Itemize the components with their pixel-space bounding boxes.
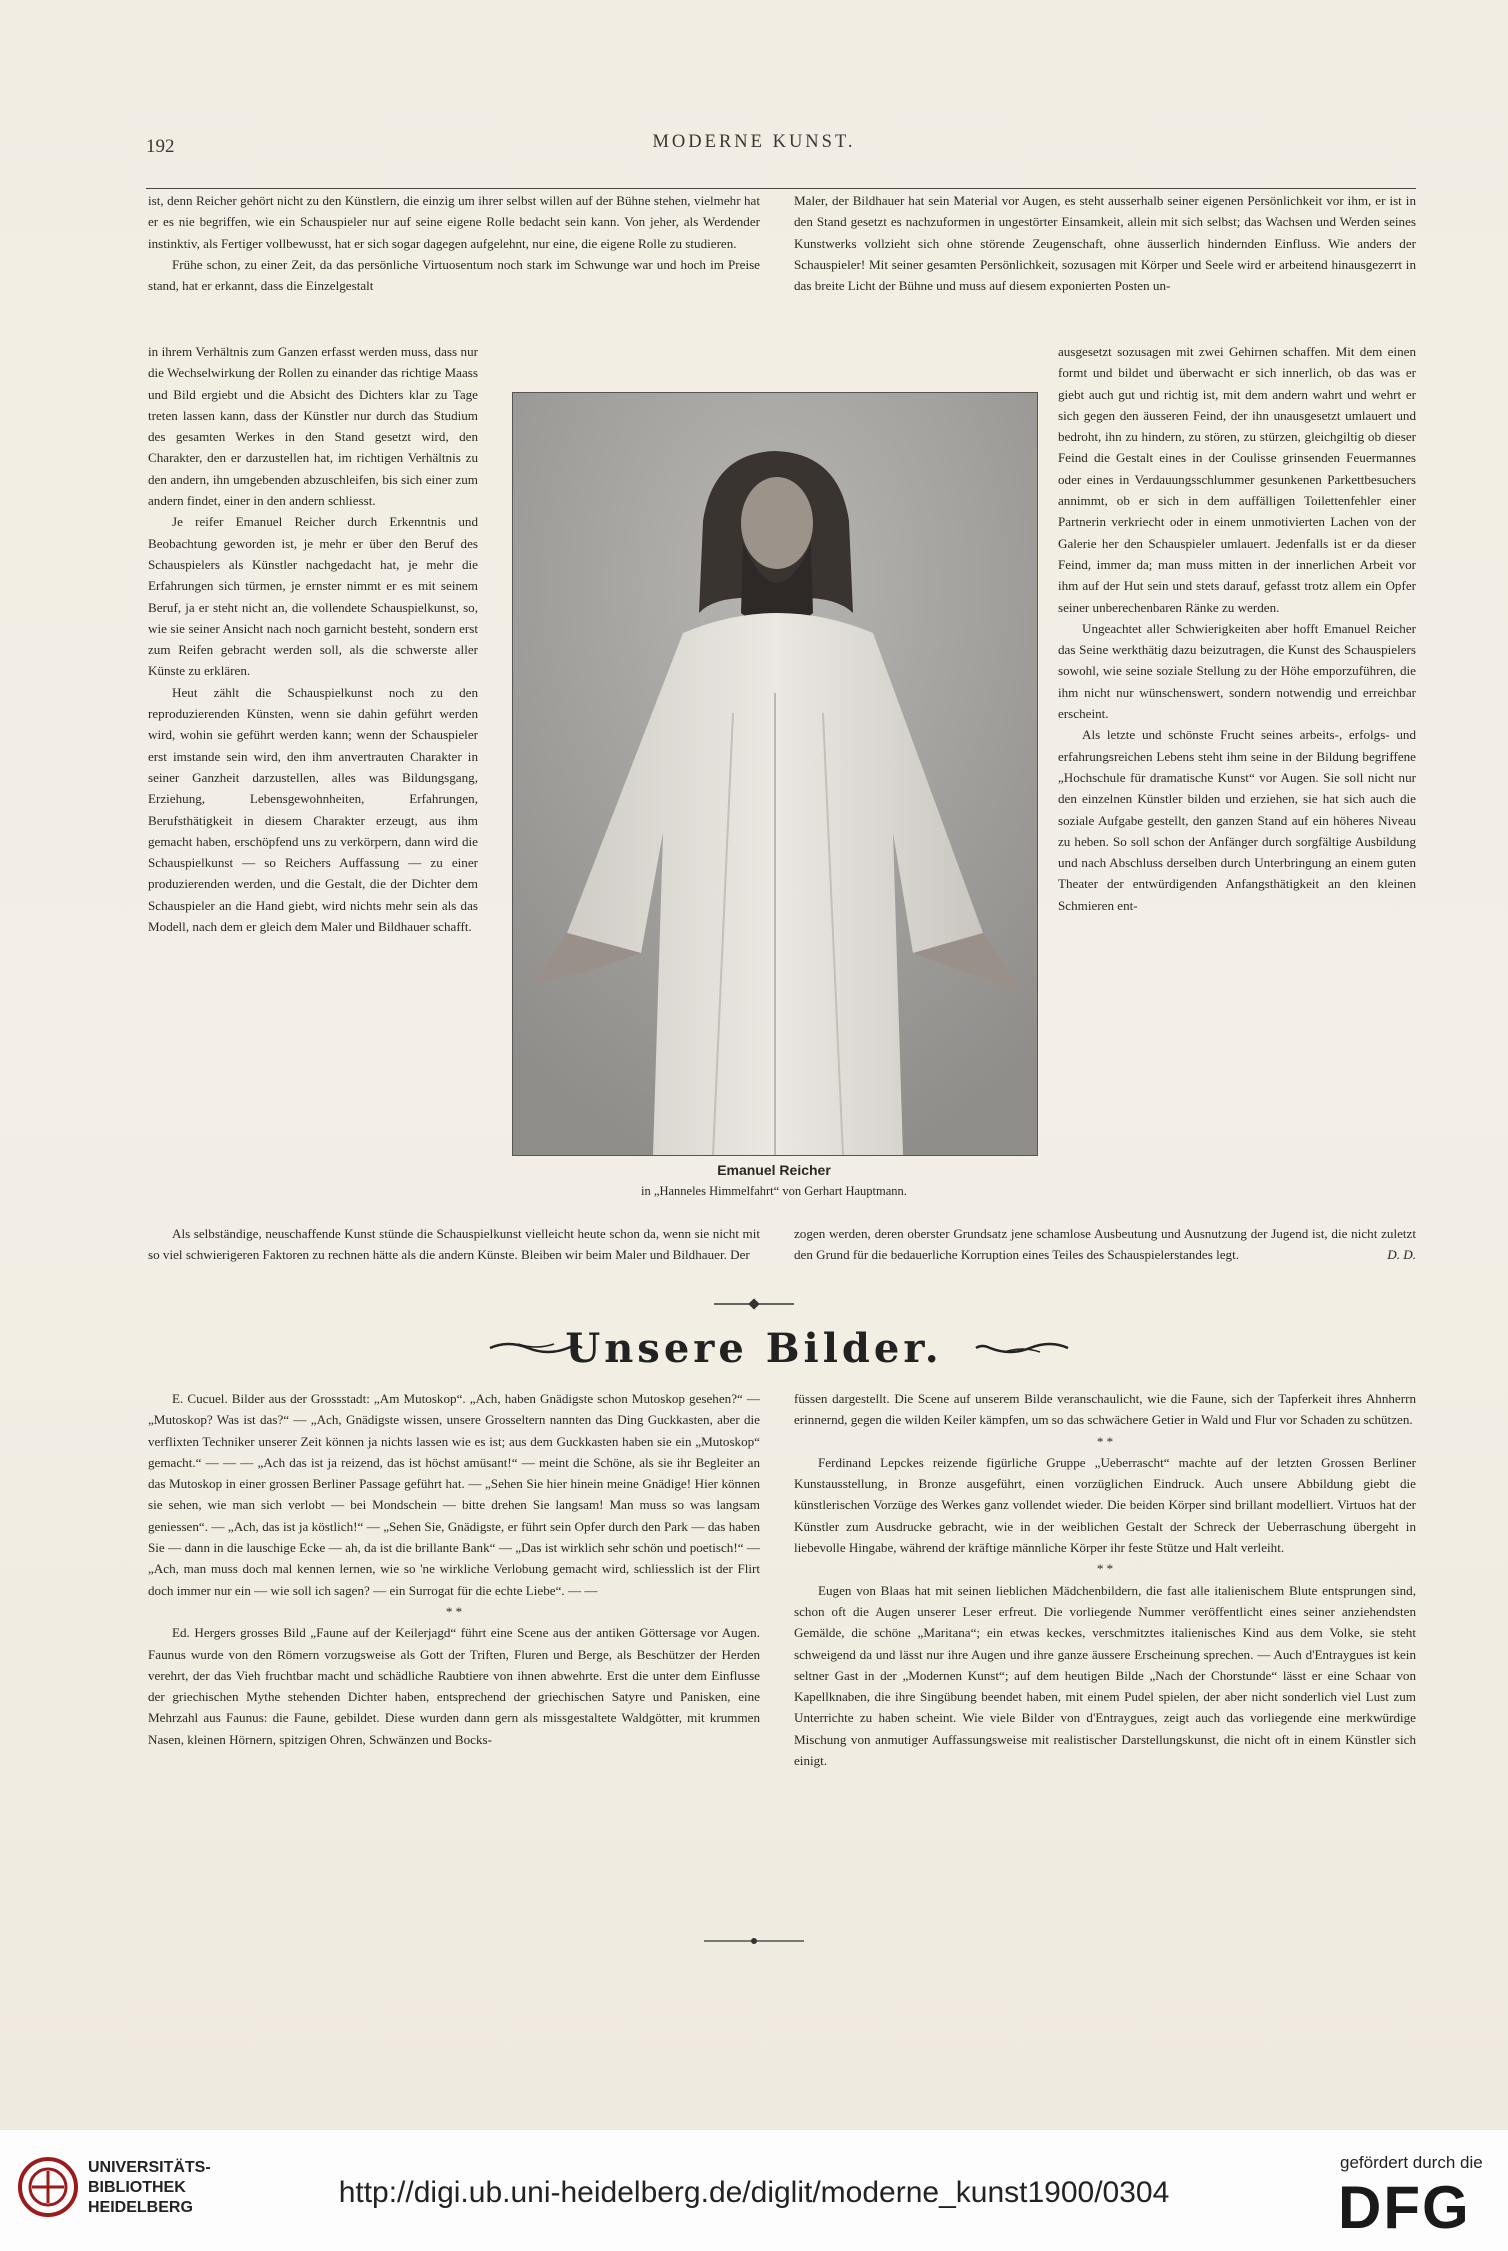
university-line: BIBLIOTHEK (88, 2179, 186, 2196)
closing-ornament (704, 1935, 804, 1947)
column-bottom-left (148, 1223, 760, 1266)
paragraph: Ferdinand Lepckes reizende figürliche Gruppe „Ueberrascht“ machte auf der letzten Grossen Berliner Kunstausstellung, in Bronze ausgeführt, einen vorzüglichen Eindruck. Auch unsere Abbildung giebt die künstlerischen Vorzüge des Werkes ganz vollendet wieder. Die beiden Körper sind brillant modelliert. Virtuos hat der Künstler zum Ausdrucke gebracht, wie in der weiblichen Gestalt der Schreck der Ueberraschung übergeht in liebevolle Hingabe, während der kräftige männliche Körper ihr feste Stütze und Halt verleiht. (794, 1454, 1416, 1556)
journal-title: MODERNE KUNST. (652, 132, 856, 152)
paragraph: Eugen von Blaas hat mit seinen lieblichen Mädchenbildern, die fast alle italienischem Blute entsprungen sind, schon oft die Augen unserer Leser erfreut. Die vorliegende Nummer veröffentlicht eines seiner anziehendsten Gemälde, die schöne „Maritana“; ein etwas keckes, verschmitztes italienisches Kind aus dem Volke, sie steht schweigend da und lässt nur ihre Augen und ihre ganze äussere Erscheinung sprechen. — Auch d'Entraygues ist kein seltner Gast in der „Modernen Kunst“; auf dem heutigen Bilde „Nach der Chorstunde“ lässt er eine Schaar von Kapellknaben, die ihre Singübung beendet haben, mit einem Pudel spielen, der aber nicht sonderlich viel Lust zum Unterrichte zu haben scheint. Wie viele Bilder von d'Entraygues, zeigt auch das vorliegende eine merkwürdige Mischung von anmutiger Auffassungsweise mit realistischer Darstellungskunst, die nicht oft in einem Künstler sich einigt. (794, 1582, 1416, 1769)
photo-caption-subtitle: in „Hanneles Himmelfahrt“ von Gerhart Hauptmann. (641, 1184, 907, 1198)
section-separator: * * (1096, 1433, 1114, 1449)
paragraph: Heut zählt die Schauspielkunst noch zu den reproduzierenden Künsten, wenn sie dahin geführt werden wird, wohin sie geführt werden kann; wenn der Schauspieler erst imstande sein wird, den ihm anvertrauten Charakter in seiner Ganzheit darzustellen, alles was Bildungsgang, Erziehung, Lebensgewohnheiten, Erfahrungen, Berufsthätigkeit in diesem Charakter erzeugt, aus ihm gemacht haben, erschöpfend uns zu verkörpern, dann wird die Schauspielkunst — so Reichers Auffassung — zu einer produzierenden werden, und die Gestalt, die der Dichter dem Schauspieler an die Hand giebt, wird nichts mehr sein als das Modell, nach dem er gleich dem Maler und Bildhauer schafft. (148, 684, 478, 935)
paragraph: Maler, der Bildhauer hat sein Material vor Augen, es steht ausserhalb seiner eigenen Persönlichkeit vor ihm, er ist in den Stand gesetzt es nachzuformen in ungestörter Einsamkeit, allein mit sich selbst; das Wachsen und Werden seines Kunstwerks vollzieht sich ohne störende Zeugenschaft, ohne äusserlich hindernden Einfluss. Wie anders der Schauspieler! Mit seiner gesamten Persönlichkeit, sozusagen mit Körper und Seele wird er arbeitend hinausgezerrt in das breite Licht der Bühne und muss auf diesem exponierten Posten un- (794, 193, 1416, 294)
paragraph (794, 1223, 1416, 1266)
author-signature: D. D. (1387, 1247, 1416, 1263)
section-separator: * * (445, 1603, 463, 1619)
paragraph: Als selbständige, neuschaffende Kunst stünde die Schauspielkunst vielleicht heute schon da, wenn sie nicht mit so viel schwierigeren Faktoren zu rechnen hätte als die andern Künste. Bleiben wir beim Maler und Bildhauer. Der (148, 1226, 760, 1263)
paragraph: Frühe schon, zu einer Zeit, da das persönliche Virtuosentum noch stark im Schwunge war und hoch im Preise stand, hat er erkannt, dass die Einzelgestalt (148, 256, 760, 294)
divider-ornament (714, 1298, 794, 1310)
bilder-column-right (794, 1388, 1416, 1771)
photo-caption-title: Emanuel Reicher (717, 1162, 831, 1178)
paragraph: Ungeachtet aller Schwierigkeiten aber hofft Emanuel Reicher das Seine werkthätig dazu beizutragen, die Kunst des Schauspielers sowohl, wie seine soziale Stellung zu der Höhe emporzuführen, die ihm nicht nur wünschenswert, sondern notwendig und erreichbar erscheint. (1058, 620, 1416, 722)
dfg-logo: DFG (1338, 2174, 1471, 2241)
photo-emanuel-reicher (512, 392, 1038, 1156)
paragraph: Als letzte und schönste Frucht seines arbeits-, erfolgs- und erfahrungsreichen Lebens steht ihm seine in der Bildung begriffene „Hochschule für dramatische Kunst“ vor Augen. Sie soll nicht nur den einzelnen Künstler bilden und erziehen, sie hat sich auch die soziale Aufgabe gestellt, den ganzen Stand auf ein höheres Niveau zu heben. So soll schon der Anfänger durch sorgfältige Ausbildung und nach Abschluss derselben durch Unterbringung an einem guten Theater der entwürdigenden Anfangsthätigkeit an den kleinen Schmieren ent- (1058, 727, 1416, 913)
paragraph: ist, denn Reicher gehört nicht zu den Künstlern, die einzig um ihrer selbst willen auf der Bühne stehen, vielmehr hat er es nie begriffen, wie ein Schauspieler nur auf seine eigene Rolle bedacht sein kann. Von jeher, als Werdender instinktiv, als Fertiger vollbewusst, hat er sich sogar dagegen aufgelehnt, nur eine, die eigene Rolle zu studieren. (148, 193, 760, 251)
university-line: UNIVERSITÄTS- (88, 2159, 211, 2176)
source-url-link[interactable]: http://digi.ub.uni-heidelberg.de/diglit/moderne_kunst1900/0304 (338, 2176, 1170, 2209)
paragraph: ausgesetzt sozusagen mit zwei Gehirnen schaffen. Mit dem einen formt und bildet und überwacht er sich innerlich, ob das was er giebt auch gut und richtig ist, mit dem andern wahrt und wehrt er sich gegen den äusseren Feind, der ihn unausgesetzt umlauert und bedroht, ihn zu hindern, zu stören, zu stürzen, gleichgiltig ob dieser Feind die Gestalt eines in der Coulisse grinsenden Feuermannes oder eines in Verdauungsschlummer gesunkenen Parkettbesuchers annimmt, ob er sich in dem auffälligen Toilettenfehler einer Partnerin verkriecht oder in einem unmotivierten Lachen von der Galerie her den Schauspieler umlauert. Jedenfalls ist er da dieser Feind, immer da; man muss mitten in der innerlichen Arbeit vor ihm auf der Hut sein und stets darauf, gefasst trotz allem ein Opfer seiner unberechenbaren Ränke zu werden. (1058, 344, 1416, 615)
column-narrow-right (1058, 341, 1416, 916)
university-line: HEIDELBERG (88, 2199, 193, 2216)
dfg-label: gefördert durch die (1340, 2153, 1483, 2172)
column-narrow-left (148, 341, 478, 937)
column-bottom-right (794, 1223, 1416, 1266)
section-title: Unsere Bilder. (565, 1325, 943, 1372)
paragraph: E. Cucuel. Bilder aus der Grossstadt: „Am Mutoskop“. „Ach, haben Gnädigste schon Mutoskop gesehen?“ — „Mutoskop? Was ist das?“ — „Ach, Gnädigste wissen, unsere Grosseltern nannten das Ding Guckkasten, aber die verflixten Techniker unserer Zeit können ja nichts lassen wie es ist; aus dem Guckkasten haben sie ein „Mutoskop“ gemacht.“ — — — „Ach das ist ja reizend, das ist höchst amüsant!“ — meint die Schöne, als sie ihr Begleiter an das Mutoskop in einer grossen Berliner Passage geführt hat. — „Sehen Sie hier hinein meine Gnädige! Hier können sie sehen, wie man sich verlobt — bei Mondschein — bitte drehen Sie langsam! Man muss so was langsam geniessen“. — „Ach, das ist ja köstlich!“ — „Sehen Sie, Gnädigste, er führt sein Opfer durch den Park — das haben Sie — dann in die lauschige Ecke — ah, da ist die brillante Bank“ — „Das ist wirklich sehr schön und poetisch!“ — „Ach, man muss doch mal kennen lernen, wie so 'ne wirkliche Verlobung gemacht wird, schliesslich ist der Flirt doch immer nur ein — wie soll ich sagen? — ein Surrogat für die echte Liebe“. — — (148, 1391, 760, 1598)
bilder-column-left (148, 1388, 760, 1750)
section-separator: * * (1096, 1561, 1114, 1577)
flourish-right-icon (974, 1340, 1070, 1356)
column-top-right (794, 190, 1416, 296)
column-top-left (148, 190, 760, 296)
paragraph: in ihrem Verhältnis zum Ganzen erfasst werden muss, dass nur die Wechselwirkung der Rollen zu einander das richtige Maass und Bild ergiebt und die Absicht des Dichters klar zu Tage treten lassen kann, dass der Künstler nur durch das Studium des gesamten Werkes in den Stand gesetzt wird, den Charakter, den er darzustellen hat, im richtigen Verhältnis zu den andern, ihn umgebenden abzuschleifen, bis sich einer zum andern findet, einer in den andern schliesst. (148, 344, 478, 509)
page-number: 192 (146, 136, 175, 157)
photo-figure (513, 393, 1037, 1155)
header-rule (146, 188, 1416, 189)
paragraph-text: zogen werden, deren oberster Grundsatz jene schamlose Ausbeutung und Ausnutzung der Jugend ist, die nicht zuletzt den Grund für die bedauerliche Korruption eines Teiles des Schauspielerstandes legt. (794, 1226, 1416, 1263)
paragraph: Ed. Hergers grosses Bild „Faune auf der Keilerjagd“ führt eine Scene aus der antiken Göttersage vor Augen. Faunus wurde von den Römern vorzugsweise als Gott der Triften, Fluren und Berge, als Beschützer der Herden verehrt, der das Vieh fruchtbar macht und schädliche Raubtiere von ihnen abwehrte. Erst die unter dem Einflusse der griechischen Mythe stehenden Dichter haben, entsprechend der griechischen Satyre und Panisken, eine Mehrzahl aus Faunus: die Faune, gebildet. Diese wurden dann gern als missgestaltete Waldgötter, mit krummen Nasen, kleinen Hörnern, spitzigen Ohren, Schwänzen und Bocks- (148, 1625, 760, 1747)
paragraph: füssen dargestellt. Die Scene auf unserem Bilde veranschaulicht, wie die Faune, sich der Tapferkeit ihres Ahnherrn erinnernd, gegen die wilden Keiler kämpfen, um so das schwächere Getier in Wald und Flur vor Schaden zu schützen. (794, 1391, 1416, 1428)
paragraph: Je reifer Emanuel Reicher durch Erkenntnis und Beobachtung geworden ist, je mehr er über den Beruf des Schauspielers als Künstler nachgedacht hat, je mehr die Erfahrungen sich türmen, je ernster nimmt er es mit seinem Beruf, ja er steht nicht an, die vollendete Schauspielkunst, so, wie sie seiner Ansicht nach noch garnicht besteht, sondern erst zum Reifen gebracht werden soll, als die schwerste aller Künste zu erklären. (148, 514, 478, 679)
